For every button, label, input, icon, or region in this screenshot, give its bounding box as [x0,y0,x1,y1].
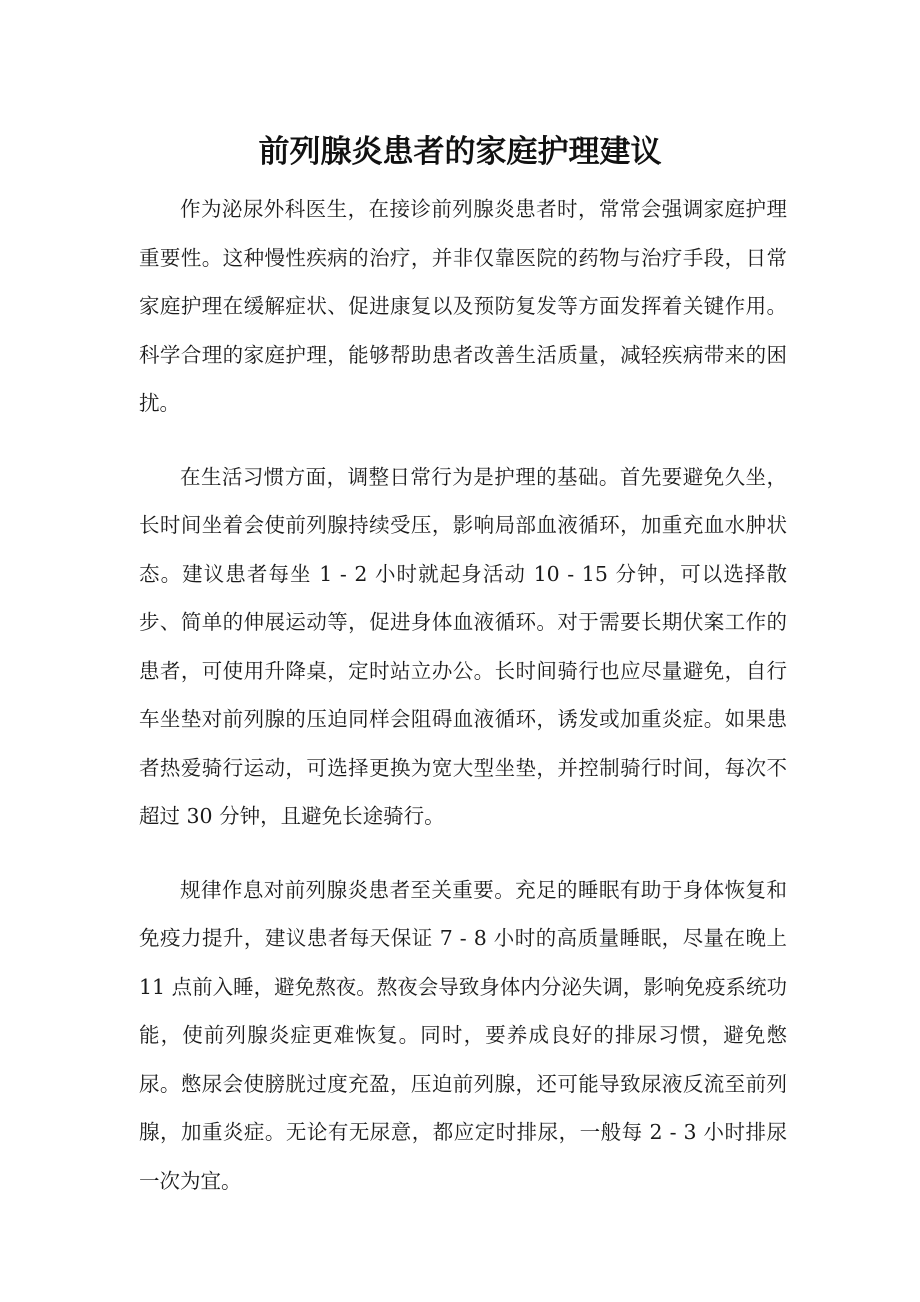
paragraph-regular-schedule: 规律作息对前列腺炎患者至关重要。充足的睡眠有助于身体恢复和免疫力提升，建议患者每天保证 7 - 8 小时的高质量睡眠，尽量在晚上 11 点前入睡，避免熬夜。熬夜会导致身体内分泌失调，影响免疫系统功能，使前列腺炎症更难恢复。同时，要养成良好的排尿习惯，避免憋尿。憋尿会使膀胱过度充盈，压迫前列腺，还可能导致尿液反流至前列腺，加重炎症。无论有无尿意，都应定时排尿，一般每 2 - 3 小时排尿一次为宜。 [139,877,787,1193]
document-body [139,185,787,1230]
paragraph-lifestyle-habits: 在生活习惯方面，调整日常行为是护理的基础。首先要避免久坐，长时间坐着会使前列腺持续受压，影响局部血液循环，加重充血水肿状态。建议患者每坐 1 - 2 小时就起身活动 10 - 15 分钟，可以选择散步、简单的伸展运动等，促进身体血液循环。对于需要长期伏案工作的患者，可使用升降桌，定时站立办公。长时间骑行也应尽量避免，自行车坐垫对前列腺的压迫同样会阻碍血液循环，诱发或加重炎症。如果患者热爱骑行运动，可选择更换为宽大型坐垫，并控制骑行时间，每次不超过 30 分钟，且避免长途骑行。 [139,464,787,828]
paragraph-intro: 作为泌尿外科医生，在接诊前列腺炎患者时，常常会强调家庭护理重要性。这种慢性疾病的治疗，并非仅靠医院的药物与治疗手段，日常家庭护理在缓解症状、促进康复以及预防复发等方面发挥着关键作用。科学合理的家庭护理，能够帮助患者改善生活质量，减轻疾病带来的困扰。 [139,197,787,415]
document-title: 前列腺炎患者的家庭护理建议 [258,134,662,170]
